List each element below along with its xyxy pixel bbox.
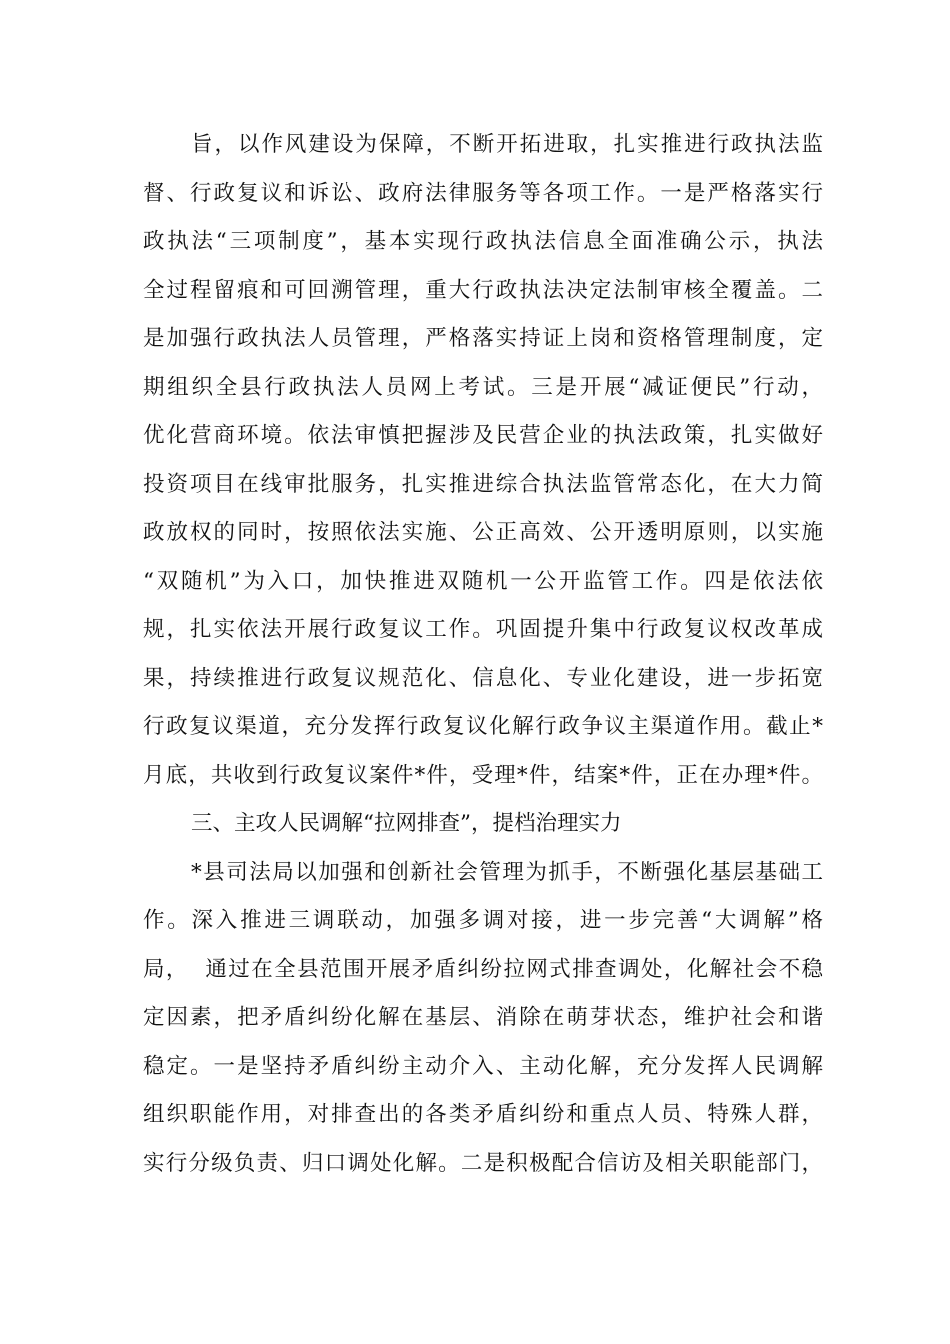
text-line-11: 规，扎实依法开展行政复议工作。巩固提升集中行政复议权改革成 xyxy=(143,617,823,642)
text-line-21: 组织职能作用，对排查出的各类矛盾纠纷和重点人员、特殊人群， xyxy=(143,1102,823,1127)
text-line-16: *县司法局以加强和创新社会管理为抓手，不断强化基层基础工 xyxy=(191,859,823,885)
text-line-17: 作。深入推进三调联动，加强多调对接，进一步完善“大调解”格 xyxy=(143,908,823,933)
text-line-8: 投资项目在线审批服务，扎实推进综合执法监管常态化，在大力简 xyxy=(143,471,823,497)
text-line-6: 期组织全县行政执法人员网上考试。三是开展“减证便民”行动， xyxy=(143,374,823,400)
text-line-9: 政放权的同时，按照依法实施、公正高效、公开透明原则，以实施 xyxy=(143,520,823,545)
text-line-22: 实行分级负责、归口调处化解。二是积极配合信访及相关职能部门， xyxy=(143,1150,823,1176)
text-line-2: 督、行政复议和诉讼、政府法律服务等各项工作。一是严格落实行 xyxy=(143,180,823,206)
text-line-20: 稳定。一是坚持矛盾纠纷主动介入、主动化解，充分发挥人民调解 xyxy=(143,1053,823,1079)
text-line-13: 行政复议渠道，充分发挥行政复议化解行政争议主渠道作用。截止* xyxy=(143,714,823,739)
text-line-1: 旨，以作风建设为保障，不断开拓进取，扎实推进行政执法监 xyxy=(191,132,823,157)
text-line-14: 月底，共收到行政复议案件*件，受理*件，结案*件，正在办理*件。 xyxy=(143,762,823,788)
text-line-10: “双随机”为入口，加快推进双随机一公开监管工作。四是依法依 xyxy=(143,568,823,594)
text-line-4: 全过程留痕和可回溯管理，重大行政执法决定法制审核全覆盖。二 xyxy=(143,277,823,303)
text-line-7: 优化营商环境。依法审慎把握涉及民营企业的执法政策，扎实做好 xyxy=(143,423,823,448)
section-heading: 三、主攻人民调解“拉网排查”，提档治理实力 xyxy=(191,811,622,836)
text-line-19: 定因素，把矛盾纠纷化解在基层、消除在萌芽状态，维护社会和谐 xyxy=(143,1005,823,1030)
text-line-5: 是加强行政执法人员管理，严格落实持证上岗和资格管理制度，定 xyxy=(143,326,823,351)
text-line-18: 局， 通过在全县范围开展矛盾纠纷拉网式排查调处，化解社会不稳 xyxy=(143,956,823,982)
text-line-12: 果，持续推进行政复议规范化、信息化、专业化建设，进一步拓宽 xyxy=(143,665,823,691)
text-line-3: 政执法“三项制度”，基本实现行政执法信息全面准确公示，执法 xyxy=(143,229,823,254)
